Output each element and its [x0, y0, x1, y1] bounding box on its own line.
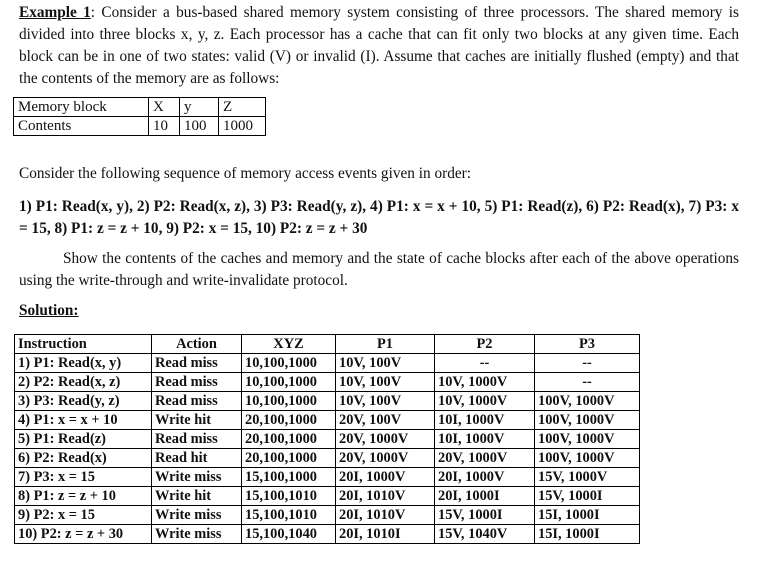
result-table	[14, 334, 640, 544]
cell-action: Write hit	[152, 411, 242, 430]
header-p3: P3	[535, 335, 640, 354]
cell-xyz: 10,100,1000	[242, 392, 336, 411]
cell-p2: 10I, 1000V	[435, 411, 535, 430]
cell-action: Read miss	[152, 373, 242, 392]
cell-instruction: 8) P1: z = z + 10	[15, 487, 152, 506]
example-label: Example 1	[19, 4, 91, 21]
table-row	[15, 392, 640, 411]
header-action: Action	[152, 335, 242, 354]
intro-paragraph	[19, 2, 739, 90]
cell-action: Write miss	[152, 525, 242, 544]
cell-xyz: 10,100,1000	[242, 373, 336, 392]
header-p1: P1	[336, 335, 435, 354]
memory-block-label: Memory block	[14, 98, 149, 117]
cell-p1: 10V, 100V	[336, 354, 435, 373]
cell-p1: 10V, 100V	[336, 392, 435, 411]
cell-xyz: 20,100,1000	[242, 430, 336, 449]
table-row	[15, 487, 640, 506]
memory-table	[13, 97, 266, 136]
cell-p1: 20V, 1000V	[336, 430, 435, 449]
table-row	[15, 354, 640, 373]
memory-block-cell: X	[149, 98, 180, 117]
cell-instruction: 5) P1: Read(z)	[15, 430, 152, 449]
cell-action: Write miss	[152, 468, 242, 487]
cell-p2: 20I, 1000V	[435, 468, 535, 487]
cell-p1: 20V, 100V	[336, 411, 435, 430]
result-table-body	[15, 354, 640, 544]
memory-contents-cell: 10	[149, 117, 180, 136]
header-p2: P2	[435, 335, 535, 354]
cell-p2: 10I, 1000V	[435, 430, 535, 449]
cell-p1: 20I, 1000V	[336, 468, 435, 487]
cell-p2: 10V, 1000V	[435, 392, 535, 411]
cell-instruction: 3) P3: Read(y, z)	[15, 392, 152, 411]
cell-xyz: 20,100,1000	[242, 411, 336, 430]
cell-p1: 20I, 1010V	[336, 487, 435, 506]
cell-p2: 20I, 1000I	[435, 487, 535, 506]
cell-p2: 10V, 1000V	[435, 373, 535, 392]
table-row	[15, 373, 640, 392]
cell-instruction: 10) P2: z = z + 30	[15, 525, 152, 544]
cell-p3: 15V, 1000V	[535, 468, 640, 487]
cell-p2: 15V, 1000I	[435, 506, 535, 525]
cell-action: Read miss	[152, 354, 242, 373]
memory-contents-cell: 1000	[219, 117, 266, 136]
table-row	[15, 525, 640, 544]
cell-xyz: 20,100,1000	[242, 449, 336, 468]
intro-text: : Consider a bus-based shared memory system consisting of three processors. The shared memory is divided into three blocks x, y, z. Each processor has a cache that can fit only two blocks at any given time. Each block can be in one of two states: valid (V) or invalid (I). Assume that caches are initially flushed (empty) and that the contents of the memory are as follows:	[19, 4, 739, 87]
cell-instruction: 4) P1: x = x + 10	[15, 411, 152, 430]
cell-xyz: 10,100,1000	[242, 354, 336, 373]
cell-p1: 20V, 1000V	[336, 449, 435, 468]
cell-p3: 15I, 1000I	[535, 506, 640, 525]
table-row	[15, 449, 640, 468]
header-xyz: XYZ	[242, 335, 336, 354]
sequence-intro: Consider the following sequence of memory access events given in order:	[19, 165, 471, 182]
cell-action: Write hit	[152, 487, 242, 506]
cell-p3: 15V, 1000I	[535, 487, 640, 506]
cell-instruction: 7) P3: x = 15	[15, 468, 152, 487]
event-sequence: 1) P1: Read(x, y), 2) P2: Read(x, z), 3) P3: Read(y, z), 4) P1: x = x + 10, 5) P1: Read(z), 6) P2: Read(x), 7) P3: x = 15, 8) P1: z = z + 10, 9) P2: x = 15, 10) P2: z = z + 30	[19, 198, 739, 237]
cell-p1: 10V, 100V	[336, 373, 435, 392]
memory-contents-label: Contents	[14, 117, 149, 136]
cell-action: Write miss	[152, 506, 242, 525]
memory-table-row-contents	[14, 117, 266, 136]
memory-block-cell: y	[180, 98, 219, 117]
solution-title: Solution:	[19, 302, 79, 319]
cell-p3: 100V, 1000V	[535, 392, 640, 411]
cell-p3: 100V, 1000V	[535, 411, 640, 430]
cell-p3: 100V, 1000V	[535, 449, 640, 468]
cell-xyz: 15,100,1010	[242, 506, 336, 525]
memory-block-cell: Z	[219, 98, 266, 117]
cell-p3: --	[535, 373, 640, 392]
cell-instruction: 1) P1: Read(x, y)	[15, 354, 152, 373]
cell-xyz: 15,100,1000	[242, 468, 336, 487]
cell-p3: 15I, 1000I	[535, 525, 640, 544]
cell-p2: 15V, 1040V	[435, 525, 535, 544]
result-table-header	[15, 335, 640, 354]
header-instruction: Instruction	[15, 335, 152, 354]
cell-action: Read miss	[152, 430, 242, 449]
cell-xyz: 15,100,1040	[242, 525, 336, 544]
cell-p1: 20I, 1010V	[336, 506, 435, 525]
cell-action: Read hit	[152, 449, 242, 468]
table-row	[15, 506, 640, 525]
cell-instruction: 2) P2: Read(x, z)	[15, 373, 152, 392]
cell-xyz: 15,100,1010	[242, 487, 336, 506]
table-row	[15, 430, 640, 449]
cell-p2: 20V, 1000V	[435, 449, 535, 468]
memory-table-row-block	[14, 98, 266, 117]
cell-action: Read miss	[152, 392, 242, 411]
memory-contents-cell: 100	[180, 117, 219, 136]
cell-p2: --	[435, 354, 535, 373]
table-row	[15, 468, 640, 487]
cell-p3: --	[535, 354, 640, 373]
cell-instruction: 6) P2: Read(x)	[15, 449, 152, 468]
cell-p1: 20I, 1010I	[336, 525, 435, 544]
task-paragraph: Show the contents of the caches and memory and the state of cache blocks after each of the above operations using the write-through and write-invalidate protocol.	[19, 250, 739, 289]
cell-p3: 100V, 1000V	[535, 430, 640, 449]
table-row	[15, 411, 640, 430]
cell-instruction: 9) P2: x = 15	[15, 506, 152, 525]
